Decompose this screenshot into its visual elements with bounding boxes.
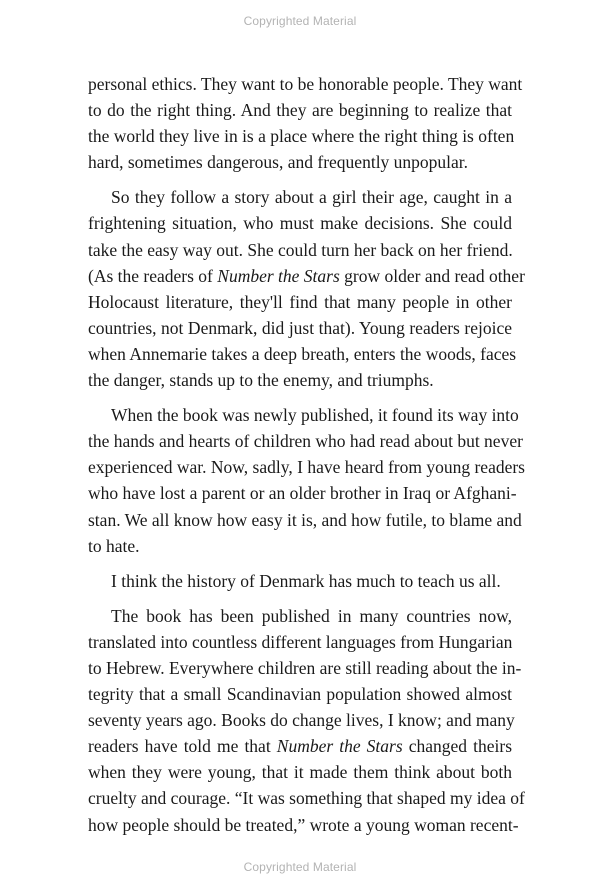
- text-line: how people should be treated,” wrote a young woman recent-: [88, 814, 519, 835]
- text-line: experienced war. Now, sadly, I have heard from young readers: [88, 457, 525, 478]
- text-line: stan. We all know how easy it is, and how futile, to blame and: [88, 509, 522, 530]
- text-line: take the easy way out. She could turn her back on her friend.: [88, 239, 513, 260]
- text-line: personal ethics. They want to be honorable people. They want: [88, 74, 523, 94]
- text-line: frightening situation, who must make decisions. She could: [88, 213, 512, 234]
- paragraph-4: [88, 568, 512, 594]
- text-line: When the book was newly published, it found its way into: [111, 405, 519, 426]
- copyright-watermark-bottom: Copyrighted Material: [243, 860, 357, 874]
- text-line: the world they live in is a place where the right thing is often: [88, 126, 515, 147]
- text-line: Holocaust literature, they'll find that many people in other: [88, 291, 512, 312]
- paragraph-5: [88, 603, 525, 838]
- text-line: hard, sometimes dangerous, and frequently unpopular.: [88, 152, 469, 173]
- text-fragment: grow older and read other: [339, 265, 525, 286]
- text-line: who have lost a parent or an older brother in Iraq or Afghani-: [88, 483, 517, 504]
- text-line: to do the right thing. And they are beginning to realize that: [88, 100, 512, 121]
- paragraph-1: [88, 71, 523, 175]
- text-line: [88, 733, 512, 759]
- paragraph-2: [88, 184, 525, 393]
- text-line: cruelty and courage. “It was something that shaped my idea of: [88, 788, 525, 809]
- text-line: translated into countless different languages from Hungarian: [88, 631, 513, 652]
- book-title: Number the Stars: [217, 265, 340, 286]
- text-line: [88, 263, 525, 289]
- copyright-watermark-top: Copyrighted Material: [243, 14, 357, 28]
- text-line: So they follow a story about a girl their age, caught in a: [111, 187, 512, 208]
- text-line: countries, not Denmark, did just that). Young readers rejoice: [88, 317, 512, 338]
- text-line: to hate.: [88, 535, 140, 556]
- text-line: when Annemarie takes a deep breath, enters the woods, faces: [88, 343, 517, 364]
- text-line: tegrity that a small Scandinavian population showed almost: [88, 684, 512, 705]
- text-line: I think the history of Denmark has much to teach us all.: [111, 570, 501, 591]
- text-line: the hands and hearts of children who had read about but never: [88, 431, 523, 452]
- text-line: the danger, stands up to the enemy, and triumphs.: [88, 370, 434, 391]
- book-title: Number the Stars: [276, 736, 403, 757]
- text-line: when they were young, that it made them think about both: [88, 762, 512, 783]
- text-line: The book has been published in many countries now,: [111, 605, 512, 626]
- text-fragment: changed theirs: [402, 736, 512, 757]
- paragraph-3: [88, 402, 525, 559]
- text-line: seventy years ago. Books do change lives, I know; and many: [88, 710, 515, 731]
- text-fragment: readers have told me that: [88, 736, 277, 757]
- text-line: to Hebrew. Everywhere children are still reading about the in-: [88, 657, 522, 678]
- text-fragment: (As the readers of: [88, 265, 218, 286]
- page-body: [88, 71, 525, 838]
